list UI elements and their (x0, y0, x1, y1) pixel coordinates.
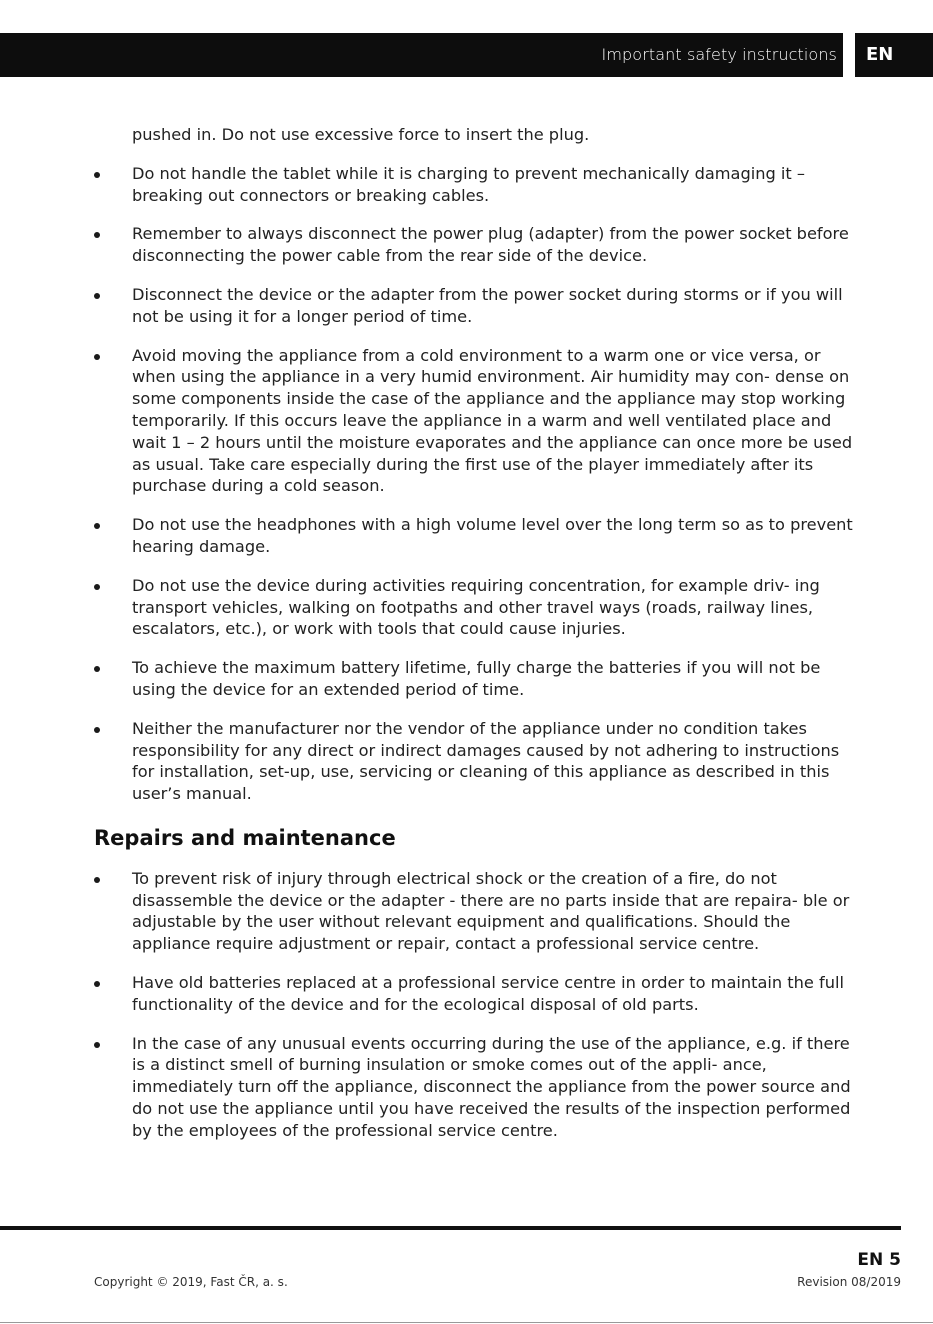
revision-text: Revision 08/2019 (797, 1275, 901, 1289)
bullet-icon (94, 727, 100, 733)
bullet-icon (94, 877, 100, 883)
bullet-icon (94, 232, 100, 238)
copyright-text: Copyright © 2019, Fast ČR, a. s. (94, 1275, 288, 1289)
safety-bullet (94, 718, 854, 805)
safety-bullet (94, 657, 854, 701)
repairs-bullet (94, 1033, 854, 1142)
header-title: Important safety instructions (601, 45, 837, 64)
bullet-icon (94, 354, 100, 360)
section-heading: Repairs and maintenance (94, 825, 396, 850)
bullet-text: Have old batteries replaced at a professional service centre in order to maintain the full functionality of the device and for the ecological disposal of old parts. (132, 972, 844, 1014)
intro-continuation: pushed in. Do not use excessive force to insert the plug. (132, 125, 590, 144)
safety-bullet (94, 223, 854, 267)
bullet-text: In the case of any unusual events occurring during the use of the appliance, e.g. if there is a distinct smell of burning insulation or smoke comes out of the appli- ance, immediately turn off the appliance, disconnect the appliance from the power source and do not use the appliance until you have received the results of the inspection performed by the employees of the professional service centre. (132, 1033, 851, 1140)
safety-bullet (94, 514, 854, 558)
bullet-text: To achieve the maximum battery lifetime, fully charge the batteries if you will not be using the device for an extended period of time. (132, 658, 821, 699)
bullet-text: Do not use the device during activities requiring concentration, for example driv- ing transport vehicles, walking on footpaths and other travel ways (roads, railway lines, escalators, etc.), or work with tools that could cause injuries. (132, 575, 820, 639)
bullet-icon (94, 666, 100, 672)
bullet-icon (94, 293, 100, 299)
page-number: EN 5 (857, 1250, 901, 1270)
language-label: EN (866, 44, 894, 65)
safety-bullet (94, 345, 854, 498)
safety-bullet (94, 575, 854, 640)
page-content (94, 124, 854, 1158)
safety-bullet (94, 163, 854, 207)
repairs-bullet (94, 868, 854, 955)
footer-rule (0, 1226, 901, 1230)
bullet-text: Disconnect the device or the adapter from the power socket during storms or if you will not be using it for a longer period of time. (132, 284, 843, 326)
bullet-text: Remember to always disconnect the power plug (adapter) from the power socket before disconnecting the power cable from the rear side of the device. (132, 224, 849, 266)
bullet-icon (94, 523, 100, 529)
bottom-rule (0, 1322, 933, 1323)
bullet-text: Do not handle the tablet while it is charging to prevent mechanically damaging it – breaking out connectors or breaking cables. (132, 163, 805, 205)
repairs-bullet (94, 972, 854, 1016)
bullet-icon (94, 584, 100, 590)
safety-bullet (94, 284, 854, 328)
bullet-icon (94, 1042, 100, 1048)
bullet-text: Do not use the headphones with a high volume level over the long term so as to prevent hearing damage. (132, 515, 853, 556)
bullet-icon (94, 172, 100, 178)
bullet-icon (94, 981, 100, 987)
bullet-text: Avoid moving the appliance from a cold environment to a warm one or vice versa, or when using the appliance in a very humid environment. Air humidity may con- dense on some components inside the case of the appliance and the appliance may stop working temporarily. If this occurs leave the appliance in a warm and well ventilated place and wait 1 – 2 hours until the moisture evaporates and the appliance can once more be used as usual. Take care especially during the first use of the player immediately after its purchase during a cold season. (132, 345, 853, 496)
bullet-text: To prevent risk of injury through electrical shock or the creation of a fire, do not disassemble the device or the adapter - there are no parts inside that are repaira- ble or adjustable by the user without relevant equipment and qualifications. Should the appliance require adjustment or repair, contact a professional service centre. (132, 868, 850, 954)
bullet-text: Neither the manufacturer nor the vendor of the appliance under no condition takes responsibility for any direct or indirect damages caused by not adhering to instructions for installation, set-up, use, servicing or cleaning of this appliance as described in this user’s manual. (132, 718, 840, 804)
